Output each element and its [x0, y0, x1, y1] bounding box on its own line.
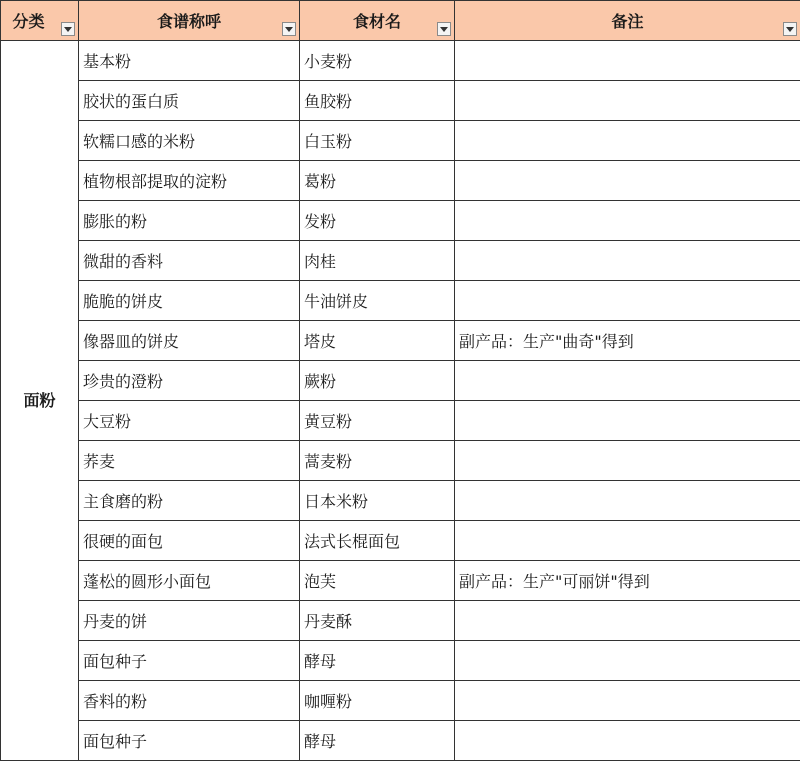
recipe-name-cell[interactable]: 主食磨的粉	[79, 481, 300, 521]
recipe-name-cell[interactable]: 胶状的蛋白质	[79, 81, 300, 121]
table-row	[1, 241, 800, 281]
ingredient-cell[interactable]: 酵母	[300, 721, 455, 761]
recipe-name-cell[interactable]: 植物根部提取的淀粉	[79, 161, 300, 201]
header-note-label: 备注	[611, 12, 644, 31]
ingredient-cell[interactable]: 发粉	[300, 201, 455, 241]
table-row	[1, 721, 800, 761]
header-row	[1, 1, 800, 41]
table-row	[1, 401, 800, 441]
recipe-name-cell[interactable]: 膨胀的粉	[79, 201, 300, 241]
table-row	[1, 281, 800, 321]
table-row	[1, 481, 800, 521]
ingredient-cell[interactable]: 蒿麦粉	[300, 441, 455, 481]
recipe-name-cell[interactable]: 荞麦	[79, 441, 300, 481]
table-row	[1, 441, 800, 481]
header-ingredient	[300, 1, 455, 41]
ingredient-cell[interactable]: 日本米粉	[300, 481, 455, 521]
filter-button-ingredient[interactable]	[437, 22, 451, 36]
note-cell[interactable]	[455, 721, 800, 761]
note-cell[interactable]: 副产品：生产"可丽饼"得到	[455, 561, 800, 601]
recipe-name-cell[interactable]: 像器皿的饼皮	[79, 321, 300, 361]
dropdown-filter-icon	[64, 27, 72, 32]
note-cell[interactable]: 副产品：生产"曲奇"得到	[455, 321, 800, 361]
filter-button-category[interactable]	[61, 22, 75, 36]
recipe-name-cell[interactable]: 面包种子	[79, 641, 300, 681]
ingredient-cell[interactable]: 泡芙	[300, 561, 455, 601]
category-cell[interactable]: 面粉	[1, 41, 79, 761]
header-recipe-name-label: 食谱称呼	[156, 12, 221, 31]
note-cell[interactable]	[455, 361, 800, 401]
filter-button-note[interactable]	[783, 22, 797, 36]
note-cell[interactable]	[455, 41, 800, 81]
note-cell[interactable]	[455, 481, 800, 521]
table-row	[1, 561, 800, 601]
note-cell[interactable]	[455, 601, 800, 641]
note-cell[interactable]	[455, 241, 800, 281]
recipe-name-cell[interactable]: 软糯口感的米粉	[79, 121, 300, 161]
table-row	[1, 121, 800, 161]
ingredient-cell[interactable]: 葛粉	[300, 161, 455, 201]
note-cell[interactable]	[455, 521, 800, 561]
ingredient-cell[interactable]: 塔皮	[300, 321, 455, 361]
ingredient-cell[interactable]: 黄豆粉	[300, 401, 455, 441]
ingredient-cell[interactable]: 牛油饼皮	[300, 281, 455, 321]
header-category	[1, 1, 79, 41]
table-row	[1, 321, 800, 361]
note-cell[interactable]	[455, 161, 800, 201]
table-row	[1, 201, 800, 241]
ingredient-cell[interactable]: 咖喱粉	[300, 681, 455, 721]
table-row	[1, 41, 800, 81]
filter-button-recipe-name[interactable]	[282, 22, 296, 36]
recipe-name-cell[interactable]: 珍贵的澄粉	[79, 361, 300, 401]
note-cell[interactable]	[455, 641, 800, 681]
header-ingredient-label: 食材名	[352, 12, 401, 31]
note-cell[interactable]	[455, 281, 800, 321]
note-cell[interactable]	[455, 681, 800, 721]
ingredient-cell[interactable]: 丹麦酥	[300, 601, 455, 641]
recipe-name-cell[interactable]: 香料的粉	[79, 681, 300, 721]
table-row	[1, 601, 800, 641]
ingredient-cell[interactable]: 白玉粉	[300, 121, 455, 161]
table-row	[1, 681, 800, 721]
ingredient-cell[interactable]: 酵母	[300, 641, 455, 681]
dropdown-filter-icon	[440, 27, 448, 32]
dropdown-filter-icon	[285, 27, 293, 32]
header-category-label: 分类	[12, 12, 45, 31]
ingredient-cell[interactable]: 蕨粉	[300, 361, 455, 401]
dropdown-filter-icon	[786, 27, 794, 32]
recipe-name-cell[interactable]: 很硬的面包	[79, 521, 300, 561]
note-cell[interactable]	[455, 201, 800, 241]
ingredient-cell[interactable]: 小麦粉	[300, 41, 455, 81]
ingredient-cell[interactable]: 肉桂	[300, 241, 455, 281]
table-row	[1, 641, 800, 681]
recipe-name-cell[interactable]: 丹麦的饼	[79, 601, 300, 641]
recipe-name-cell[interactable]: 脆脆的饼皮	[79, 281, 300, 321]
table-row	[1, 81, 800, 121]
table-row	[1, 161, 800, 201]
note-cell[interactable]	[455, 121, 800, 161]
recipe-name-cell[interactable]: 面包种子	[79, 721, 300, 761]
recipe-name-cell[interactable]: 蓬松的圆形小面包	[79, 561, 300, 601]
note-cell[interactable]	[455, 441, 800, 481]
recipe-name-cell[interactable]: 大豆粉	[79, 401, 300, 441]
recipe-name-cell[interactable]: 基本粉	[79, 41, 300, 81]
note-cell[interactable]	[455, 401, 800, 441]
note-cell[interactable]	[455, 81, 800, 121]
ingredient-cell[interactable]: 法式长棍面包	[300, 521, 455, 561]
recipe-name-cell[interactable]: 微甜的香料	[79, 241, 300, 281]
table-row	[1, 521, 800, 561]
header-note	[455, 1, 800, 41]
header-recipe-name	[79, 1, 300, 41]
table-body	[1, 41, 800, 761]
table-row	[1, 361, 800, 401]
ingredient-cell[interactable]: 鱼胶粉	[300, 81, 455, 121]
